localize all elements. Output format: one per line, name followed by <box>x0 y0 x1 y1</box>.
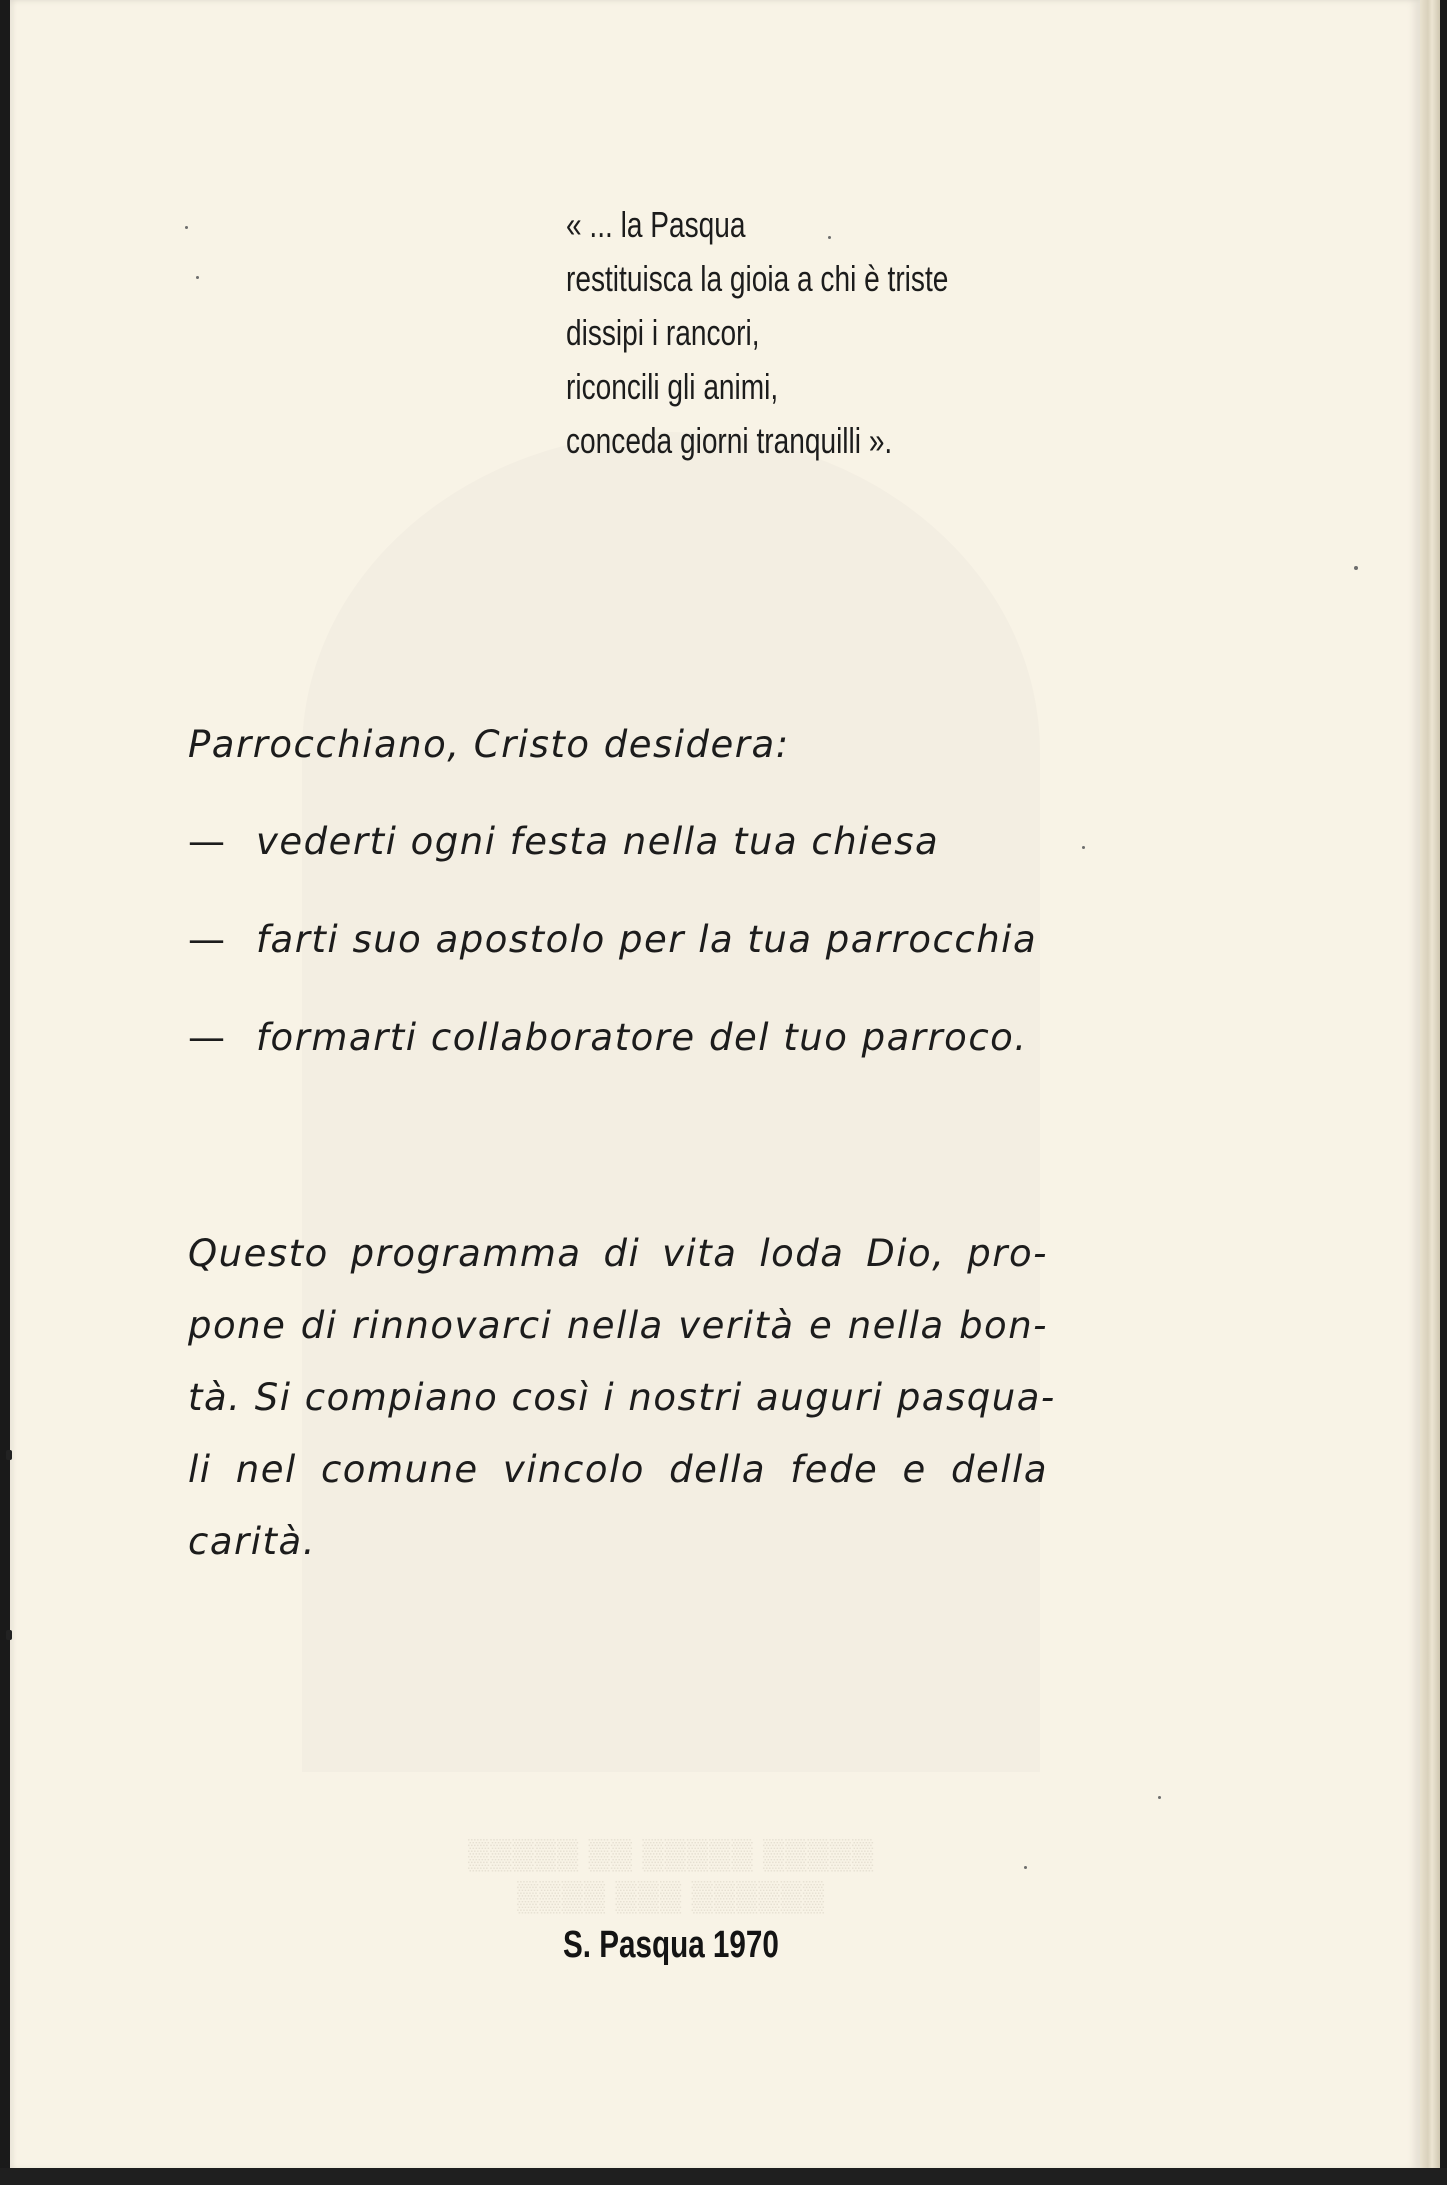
staple-mark <box>6 1450 12 1460</box>
paper-speck <box>1158 1796 1161 1799</box>
show-through-ghost-text: ▒▒▒▒▒ ▒▒▒▒▒ ▒▒ ▒▒▒▒▒ <box>466 1838 874 1871</box>
scan-bottom-edge <box>0 2168 1447 2185</box>
paragraph-line: li nel comune vincolo della fede e della <box>188 1448 1048 1491</box>
bullet-text: vederti ogni festa nella tua chiesa <box>256 820 940 863</box>
bullet-dash: — <box>188 1016 227 1059</box>
show-through-ghost-text: ▒▒▒▒▒▒ ▒▒▒ ▒▒▒▒ <box>516 1880 824 1913</box>
footer-date: S. Pasqua 1970 <box>563 1924 779 1966</box>
paragraph-line: Questo programma di vita loda Dio, pro- <box>188 1232 1048 1275</box>
bullet-dash: — <box>188 918 227 961</box>
page-edge <box>1420 0 1440 2175</box>
bullet-item <box>188 1016 1028 1059</box>
paper-speck <box>196 276 199 279</box>
closing-paragraph <box>188 1218 1056 1578</box>
bullet-item <box>188 918 1037 961</box>
paper-speck <box>1082 846 1085 849</box>
quote-line: riconcili gli animi, <box>566 366 779 407</box>
bullet-text: farti suo apostolo per la tua parrocchia <box>256 918 1038 961</box>
bullet-dash: — <box>188 820 227 863</box>
paper-speck <box>1024 1866 1027 1869</box>
paragraph-line: pone di rinnovarci nella verità e nella bon- <box>188 1304 1048 1347</box>
quote-line: « ... la Pasqua <box>566 204 746 245</box>
easter-quote <box>566 198 948 468</box>
paper-speck <box>185 226 188 229</box>
paper-speck <box>1354 566 1358 570</box>
bullet-item <box>188 820 939 863</box>
quote-line: conceda giorni tranquilli ». <box>566 420 893 461</box>
quote-line: dissipi i rancori, <box>566 312 760 353</box>
staple-mark <box>6 1630 12 1640</box>
paragraph-line: tà. Si compiano così i nostri auguri pasqua- <box>188 1376 1056 1419</box>
message-intro: Parrocchiano, Cristo desidera: <box>188 723 790 766</box>
paragraph-line: carità. <box>188 1520 316 1563</box>
bullet-text: formarti collaboratore del tuo parroco. <box>256 1016 1028 1059</box>
quote-line: restituisca la gioia a chi è triste <box>566 258 949 299</box>
